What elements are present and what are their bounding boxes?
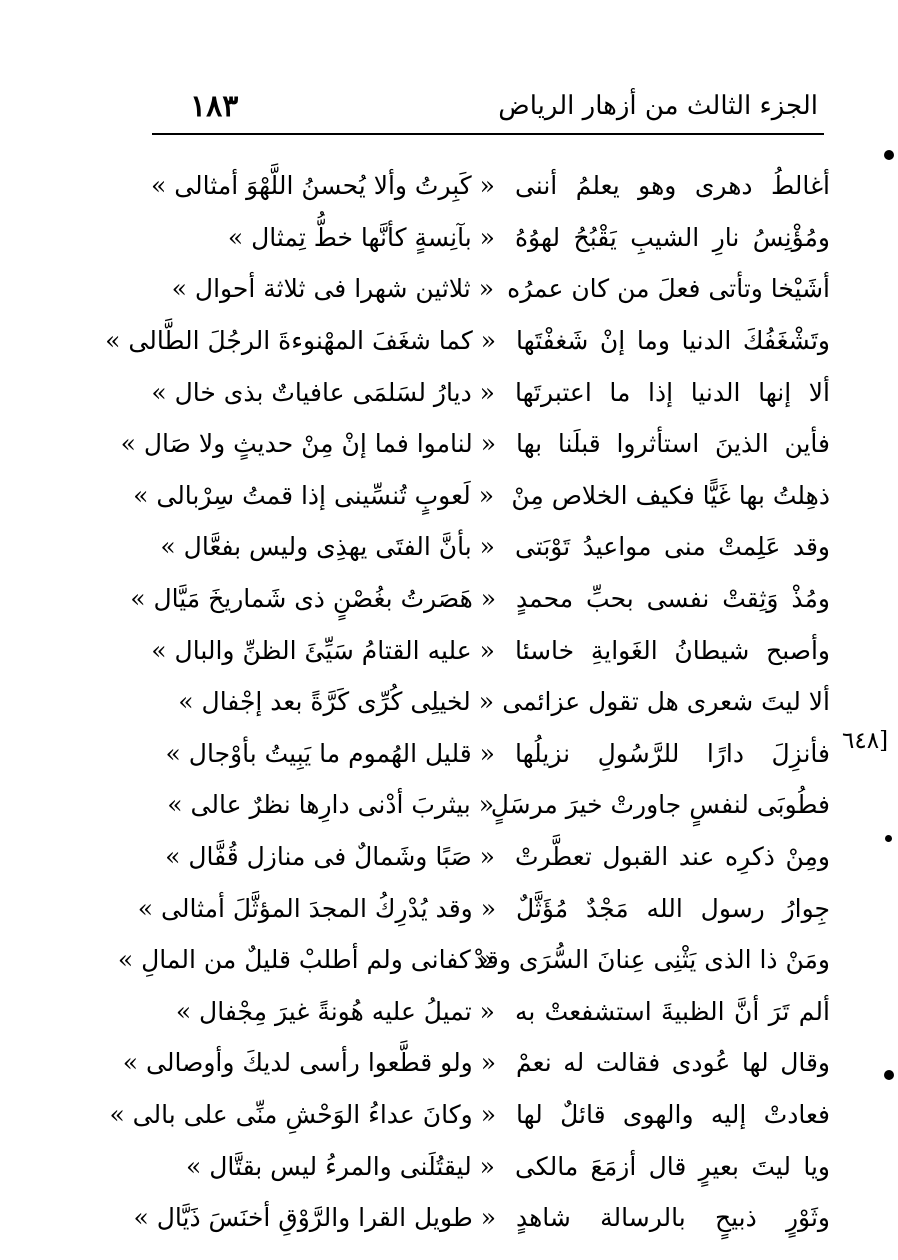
- verse-first-hemistich: فعادتْ إليه والهوى قائلٌ لها: [516, 1099, 830, 1129]
- running-title: الجزء الثالث من أزهار الرياض: [498, 91, 818, 121]
- verse-second-hemistich: « لخيلِى كُرِّى كَرَّةً بعد إجْفال »: [178, 687, 494, 717]
- verse-second-hemistich: « ليقتُلَنى والمرءُ ليس بقتَّال »: [186, 1151, 495, 1181]
- verse-first-hemistich: فأنزِلَ دارًا للرَّسُولِ نزيلُها: [514, 738, 830, 768]
- verse-second-hemistich: « تميلُ عليه هُونةً غيرَ مِجْفال »: [175, 996, 495, 1026]
- verse-first-hemistich: فأين الذينَ استأثروا قبلَنا بها: [516, 429, 830, 459]
- verse-first-hemistich: ومَنْ ذا الذى يَثْنِى عِنانَ السُّرَى وقدْ: [473, 945, 830, 975]
- verse-line: [133, 1192, 830, 1244]
- verse-line: [117, 934, 830, 986]
- verse-second-hemistich: « هَصَرتُ بغُصْنٍ ذى شَماريخَ مَيَّال »: [130, 584, 496, 614]
- verse-second-hemistich: « بآنِسةٍ كأنَّها خطُّ تِمثال »: [227, 222, 495, 252]
- verse-first-hemistich: ومُؤْنِسُ نارِ الشيبِ يَقْبُحُ لهوُهُ: [514, 222, 830, 252]
- page-number: ١٨٣: [190, 88, 239, 124]
- verse-second-hemistich: « كما شغَفَ المهْنوءةَ الرجُلَ الطَّالى »: [105, 326, 496, 356]
- verse-second-hemistich: « ثلاثين شهرا فى ثلاثة أحوال »: [171, 274, 494, 304]
- verse-second-hemistich: « كفانى ولم أطلبْ قليلٌ من المالِ »: [117, 945, 494, 975]
- verse-line: [150, 521, 830, 573]
- verse-line: [150, 779, 830, 831]
- verse-first-hemistich: ومُذْ وَثِقتْ نفسى بحبِّ محمدٍ: [516, 584, 830, 614]
- verse-line: [130, 573, 830, 625]
- verse-first-hemistich: وأصبح شيطانُ الغَوايةِ خاسئا: [514, 635, 830, 665]
- verse-second-hemistich: « قليل الهُموم ما يَبِيتُ بأوْجال »: [165, 738, 495, 768]
- margin-note: [٦٤٨: [842, 728, 889, 754]
- margin-dot: [885, 835, 892, 842]
- verse-line: [150, 160, 830, 212]
- verse-line: [105, 315, 830, 367]
- verse-line: [150, 263, 830, 315]
- header-rule: [152, 133, 824, 135]
- verse-line: [150, 676, 830, 728]
- verse-second-hemistich: « ديارُ لسَلمَى عافياتٌ بذى خال »: [151, 377, 495, 407]
- verse-first-hemistich: ومِنْ ذكرِه عند القبول تعطَّرتْ: [514, 842, 830, 872]
- verse-line: [150, 728, 830, 780]
- verse-first-hemistich: فطُوبَى لنفسٍ جاورتْ خيرَ مرسَلٍ: [490, 790, 830, 820]
- verse-line: [150, 212, 830, 264]
- page-header: [152, 86, 824, 126]
- verse-first-hemistich: جِوارُ رسول الله مَجْدٌ مُؤَثَّلٌ: [516, 893, 830, 923]
- verse-first-hemistich: ذهِلتُ بها غَيًّا فكيف الخلاص مِنْ: [511, 480, 830, 510]
- verse-first-hemistich: أغالطُ دهرى وهو يعلمُ أننى: [514, 171, 830, 201]
- verse-line: [150, 1140, 830, 1192]
- verse-line: [122, 1037, 830, 1089]
- verse-first-hemistich: ألا إنها الدنيا إذا ما اعتبرتَها: [514, 377, 830, 407]
- verse-line: [150, 366, 830, 418]
- verse-second-hemistich: « وقد يُدْرِكُ المجدَ المؤثَّلَ أمثالى »: [137, 893, 496, 923]
- verse-first-hemistich: أشَيْخا وتأتى فعلَ من كان عمرُه: [507, 274, 830, 304]
- verse-line: [150, 624, 830, 676]
- verse-second-hemistich: « بيثربَ أدْنى دارِها نظرٌ عالى »: [167, 790, 494, 820]
- poem: [105, 160, 830, 1243]
- verse-first-hemistich: وثَوْرٍ ذبيحٍ بالرسالة شاهدٍ: [516, 1203, 830, 1233]
- verse-second-hemistich: « ولو قطَّعوا رأسى لديكَ وأوصالى »: [122, 1048, 496, 1078]
- verse-second-hemistich: « طويل القرا والرَّوْقِ أخنَسَ ذَيَّال »: [133, 1203, 496, 1233]
- verse-second-hemistich: « كَبِرتُ وألا يُحسنُ اللَّهْوَ أمثالى »: [150, 171, 495, 201]
- verse-line: [150, 831, 830, 883]
- verse-second-hemistich: « لناموا فما إنْ مِنْ حديثٍ ولا صَال »: [120, 429, 496, 459]
- verse-first-hemistich: وقال لها عُودى فقالت له نعمْ: [516, 1048, 830, 1078]
- verse-line: [150, 986, 830, 1038]
- verse-line: [109, 1089, 830, 1141]
- margin-dot: [884, 150, 894, 160]
- verse-second-hemistich: « صَبًا وشَمالٌ فى منازل قُفَّال »: [165, 842, 495, 872]
- verse-second-hemistich: « عليه القتامُ سَيِّئَ الظنِّ والبال »: [151, 635, 495, 665]
- verse-first-hemistich: ويا ليتَ بعيرٍ قال أزمَعَ مالكى: [514, 1151, 830, 1181]
- margin-dot: [884, 1070, 894, 1080]
- verse-first-hemistich: ألا ليتَ شعرى هل تقول عزائمى: [502, 687, 830, 717]
- verse-second-hemistich: « وكانَ عداءُ الوَحْشِ منِّى على بالى »: [109, 1099, 496, 1129]
- verse-second-hemistich: « بأنَّ الفتَى يهذِى وليس بفعَّال »: [160, 532, 495, 562]
- verse-first-hemistich: وقد عَلِمتْ منى مواعيدُ تَوْبَتى: [514, 532, 830, 562]
- verse-line: [133, 470, 830, 522]
- verse-first-hemistich: وتَشْغَفُكَ الدنيا وما إنْ شَغفْتَها: [516, 326, 830, 356]
- verse-line: [120, 418, 830, 470]
- verse-first-hemistich: ألم تَرَ أنَّ الظبيةَ استشفعتْ به: [514, 996, 830, 1026]
- verse-second-hemistich: « لَعوبٍ تُنسِّينى إذا قمتُ سِرْبالى »: [133, 480, 494, 510]
- verse-line: [137, 882, 830, 934]
